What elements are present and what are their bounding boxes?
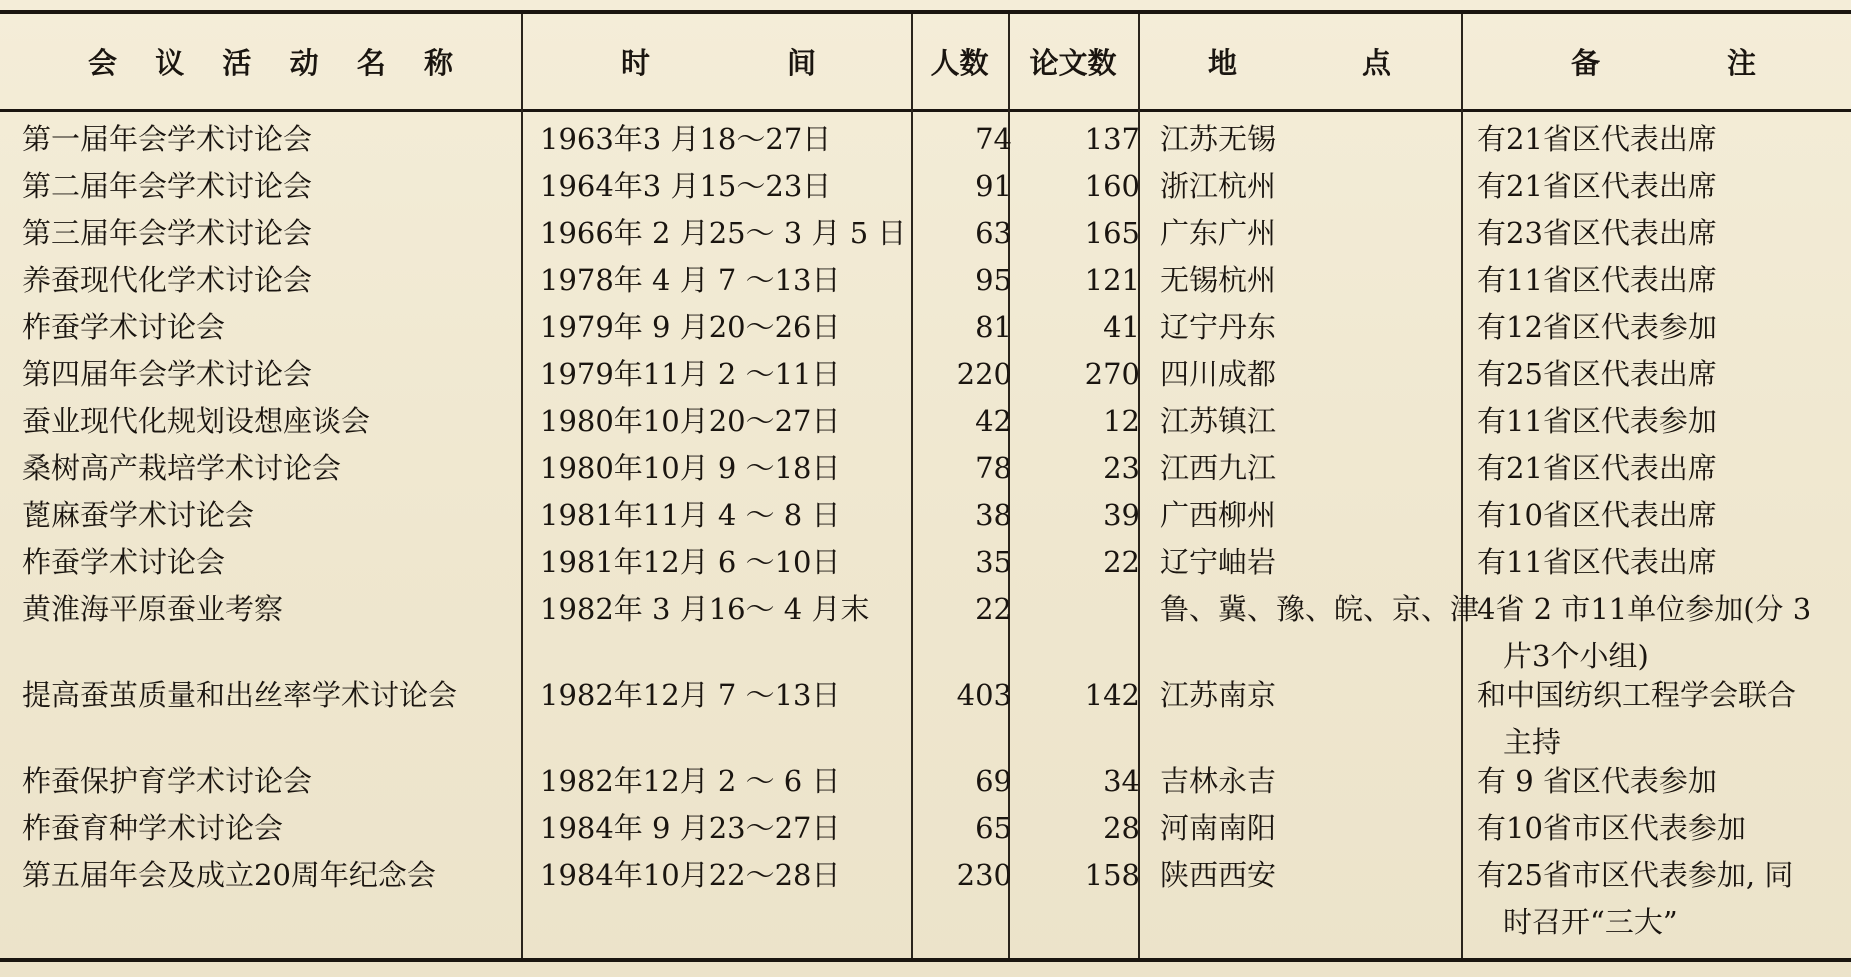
table-header [0,14,1851,109]
header-char: 备 [1571,46,1601,80]
header-time [521,14,911,109]
cell-note [1477,492,1842,539]
header-people: 人数 [930,46,989,80]
cell-time: 1984年10月22～28日 [540,858,841,892]
cell-note [1477,805,1842,852]
cell-papers: 41 [1103,310,1140,344]
cell-name: 黄淮海平原蚕业考察 [22,592,284,626]
cell-note [1477,758,1842,805]
cell-time: 1981年11月 4 ～ 8 日 [540,498,841,532]
cell-name: 第四届年会学术讨论会 [22,357,313,391]
header-place [1138,14,1461,109]
note-line: 有11省区代表出席 [1477,545,1717,579]
header-char: 名 [356,46,386,80]
cell-time: 1980年10月20～27日 [540,404,841,438]
cell-people: 38 [975,498,1012,532]
note-line: 片3个小组) [1503,639,1649,673]
cell-place: 辽宁丹东 [1160,310,1277,344]
cell-note [1477,351,1842,398]
cell-papers: 12 [1103,404,1140,438]
cell-name: 蚕业现代化规划设想座谈会 [22,404,371,438]
cell-place: 吉林永吉 [1160,764,1277,798]
cell-note [1477,163,1842,210]
cell-place: 广东广州 [1160,216,1277,250]
note-line: 和中国纺织工程学会联合 [1477,678,1797,712]
cell-place: 辽宁岫岩 [1160,545,1277,579]
note-line: 有 9 省区代表参加 [1477,764,1717,798]
cell-name: 柞蚕学术讨论会 [22,545,226,579]
cell-note [1477,257,1842,304]
cell-papers: 165 [1084,216,1140,250]
note-line: 有21省区代表出席 [1477,169,1717,203]
cell-place: 河南南阳 [1160,811,1277,845]
cell-people: 230 [956,858,1012,892]
cell-papers: 22 [1103,545,1140,579]
cell-papers: 34 [1103,764,1140,798]
header-name [0,14,521,109]
header-char: 地 [1208,46,1238,80]
note-line: 主持 [1503,725,1562,759]
cell-papers: 158 [1084,858,1140,892]
cell-note [1477,586,1842,680]
cell-place: 江苏无锡 [1160,122,1277,156]
cell-name: 养蚕现代化学术讨论会 [22,263,313,297]
cell-papers: 137 [1084,122,1140,156]
cell-time: 1982年12月 2 ～ 6 日 [540,764,841,798]
cell-papers: 121 [1084,263,1140,297]
header-char: 点 [1361,46,1391,80]
cell-note [1477,210,1842,257]
note-line: 有25省区代表出席 [1477,357,1717,391]
cell-name: 柞蚕育种学术讨论会 [22,811,284,845]
cell-time: 1979年 9 月20～26日 [540,310,841,344]
cell-people: 78 [975,451,1012,485]
cell-place: 广西柳州 [1160,498,1277,532]
cell-papers: 39 [1103,498,1140,532]
cell-time: 1981年12月 6 ～10日 [540,545,841,579]
cell-place: 江苏南京 [1160,678,1277,712]
note-line: 有12省区代表参加 [1477,310,1717,344]
cell-name: 提高蚕茧质量和出丝率学术讨论会 [22,678,458,712]
cell-people: 91 [975,169,1012,203]
cell-papers: 160 [1084,169,1140,203]
header-char: 动 [289,46,319,80]
header-char: 会 [88,46,118,80]
cell-note [1477,672,1842,766]
cell-papers: 270 [1084,357,1140,391]
cell-time: 1982年12月 7 ～13日 [540,678,841,712]
cell-people: 65 [975,811,1012,845]
cell-place: 江西九江 [1160,451,1277,485]
column-divider [1461,14,1463,958]
cell-place: 鲁、冀、豫、皖、京、津 [1160,592,1480,626]
header-char: 议 [155,46,185,80]
cell-place: 江苏镇江 [1160,404,1277,438]
cell-time: 1966年 2 月25～ 3 月 5 日 [540,216,907,250]
cell-note [1477,116,1842,163]
cell-papers: 23 [1103,451,1140,485]
note-line: 有11省区代表出席 [1477,263,1717,297]
header-char: 间 [786,46,816,80]
cell-time: 1964年3 月15～23日 [540,169,832,203]
cell-name: 柞蚕保护育学术讨论会 [22,764,313,798]
note-line: 有21省区代表出席 [1477,122,1717,156]
note-line: 有11省区代表参加 [1477,404,1717,438]
cell-people: 74 [975,122,1012,156]
cell-papers: 28 [1103,811,1140,845]
cell-note [1477,445,1842,492]
cell-name: 桑树高产栽培学术讨论会 [22,451,342,485]
note-line: 有10省市区代表参加 [1477,811,1746,845]
header-char: 时 [621,46,651,80]
cell-name: 蓖麻蚕学术讨论会 [22,498,255,532]
cell-time: 1978年 4 月 7 ～13日 [540,263,841,297]
cell-place: 浙江杭州 [1160,169,1277,203]
note-line: 有23省区代表出席 [1477,216,1717,250]
cell-people: 81 [975,310,1012,344]
cell-people: 403 [956,678,1012,712]
cell-people: 63 [975,216,1012,250]
cell-note [1477,539,1842,586]
cell-place: 无锡杭州 [1160,263,1277,297]
header-char: 活 [222,46,252,80]
cell-people: 42 [975,404,1012,438]
cell-name: 第二届年会学术讨论会 [22,169,313,203]
cell-note [1477,398,1842,445]
note-line: 有10省区代表出席 [1477,498,1717,532]
header-char: 注 [1726,46,1756,80]
cell-people: 35 [975,545,1012,579]
cell-name: 柞蚕学术讨论会 [22,310,226,344]
column-divider [521,14,523,958]
cell-papers: 142 [1084,678,1140,712]
cell-time: 1979年11月 2 ～11日 [540,357,841,391]
cell-people: 69 [975,764,1012,798]
header-rule [0,109,1851,112]
cell-name: 第一届年会学术讨论会 [22,122,313,156]
note-line: 有21省区代表出席 [1477,451,1717,485]
cell-people: 220 [956,357,1012,391]
cell-name: 第三届年会学术讨论会 [22,216,313,250]
cell-time: 1982年 3 月16～ 4 月末 [540,592,870,626]
cell-name: 第五届年会及成立20周年纪念会 [22,858,436,892]
cell-place: 陕西西安 [1160,858,1277,892]
cell-time: 1980年10月 9 ～18日 [540,451,841,485]
cell-note [1477,304,1842,351]
header-papers: 论文数 [1029,46,1117,80]
note-line: 有25省市区代表参加, 同 [1477,858,1794,892]
cell-note [1477,852,1842,946]
cell-place: 四川成都 [1160,357,1277,391]
bottom-rule [0,958,1851,962]
header-char: 称 [423,46,453,80]
cell-people: 95 [975,263,1012,297]
note-line: 4省 2 市11单位参加(分 3 [1477,592,1812,626]
cell-people: 22 [975,592,1012,626]
cell-time: 1963年3 月18～27日 [540,122,832,156]
cell-time: 1984年 9 月23～27日 [540,811,841,845]
header-note [1461,14,1851,109]
note-line: 时召开“三大” [1503,905,1678,939]
